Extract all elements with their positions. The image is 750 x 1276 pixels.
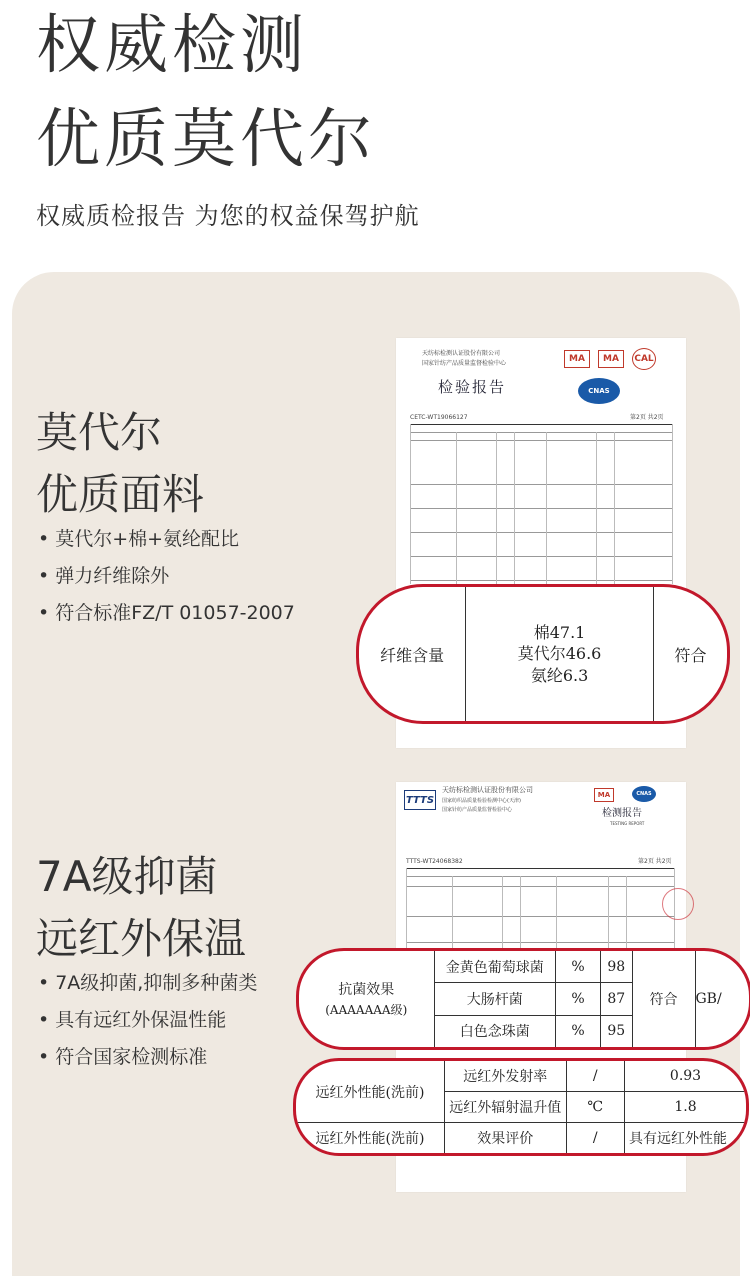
infrared-eval-unit: /	[566, 1123, 625, 1153]
hero-title-line1: 权威检测	[36, 9, 308, 83]
divider	[520, 876, 521, 948]
antibac-row-name: 金黄色葡萄球菌	[434, 951, 556, 983]
report1-page: 第2页 共2页	[630, 414, 664, 421]
report2-title: 检测报告	[602, 808, 642, 819]
divider	[514, 432, 515, 584]
divider	[410, 424, 411, 584]
divider	[546, 432, 547, 584]
infrared-eval-name: 效果评价	[445, 1123, 567, 1153]
divider	[410, 580, 672, 581]
divider	[406, 886, 674, 887]
fiber-content-callout	[356, 584, 730, 724]
cal-logo-icon: CAL	[632, 348, 656, 370]
fiber-label: 纤维含量	[359, 587, 466, 721]
cma-logo-icon: MA	[598, 350, 624, 368]
antibac-label-line2: (AAAAAAA级)	[325, 1002, 408, 1017]
antibac-standard: GB/	[695, 951, 749, 1047]
divider	[410, 432, 672, 433]
cma-logo-icon: MA	[564, 350, 590, 368]
divider	[502, 876, 503, 948]
infrared-eval-value: 具有远红外性能	[625, 1123, 747, 1153]
report1-org: 天纺标检测认证股份有限公司	[422, 350, 501, 357]
divider	[410, 440, 672, 441]
antibac-row-value: 87	[601, 983, 633, 1016]
section2-title-line1: 7A级抑菌	[36, 852, 218, 901]
section2-bullet: • 符合国家检测标准	[38, 1042, 207, 1069]
infrared-row-unit: /	[566, 1061, 625, 1091]
cma-logo-icon: MA	[594, 788, 614, 802]
antibac-row-value: 95	[601, 1015, 633, 1047]
report1-number: CETC-WT19066127	[410, 414, 468, 421]
fiber-cotton: 棉47.1	[533, 622, 586, 642]
divider	[556, 876, 557, 948]
section1-bullet: • 莫代尔+棉+氨纶配比	[38, 524, 239, 551]
antibac-row-value: 98	[601, 951, 633, 983]
divider	[672, 424, 673, 584]
divider	[406, 868, 407, 948]
hero-title-line2: 优质莫代尔	[36, 103, 376, 177]
divider	[614, 432, 615, 584]
seal-stamp-icon	[662, 888, 694, 920]
divider	[406, 916, 674, 917]
antibac-row-unit: %	[556, 1015, 601, 1047]
antibac-label	[299, 951, 434, 1047]
fiber-spandex: 氨纶6.3	[530, 665, 589, 685]
infrared-row-value: 1.8	[625, 1091, 747, 1122]
fiber-result: 符合	[653, 587, 727, 721]
divider	[406, 876, 674, 877]
divider	[410, 424, 672, 425]
hero-subtitle: 权威质检报告 为您的权益保驾护航	[36, 202, 420, 230]
divider	[406, 942, 674, 943]
infrared-row-name: 远红外发射率	[445, 1061, 567, 1091]
fiber-modal: 莫代尔46.6	[517, 644, 602, 664]
section1-bullet: • 符合标准FZ/T 01057-2007	[38, 598, 295, 625]
ttts-logo-icon: TTTS	[404, 790, 436, 810]
infrared-row-unit: ℃	[566, 1091, 625, 1122]
cnas-logo-icon: CNAS	[578, 378, 620, 404]
section1-title-line2: 优质面料	[36, 470, 205, 519]
report2-page: 第2页 共2页	[638, 858, 672, 865]
divider	[452, 876, 453, 948]
divider	[626, 876, 627, 948]
report2-number: TTTS-WT24068382	[406, 858, 463, 865]
divider	[456, 432, 457, 584]
divider	[608, 876, 609, 948]
report2-org-sub2: 国家针纺产品质量监督检验中心	[442, 807, 513, 813]
section2-bullet: • 具有远红外保温性能	[38, 1005, 226, 1032]
infrared-row-value: 0.93	[625, 1061, 747, 1091]
antibac-row-name: 白色念珠菌	[434, 1015, 556, 1047]
infrared-eval-label: 远红外性能(洗前)	[296, 1123, 445, 1153]
antibac-label-line1: 抗菌效果	[338, 981, 395, 998]
section2-bullet: • 7A级抑菌,抑制多种菌类	[38, 968, 257, 995]
fiber-values	[466, 587, 654, 721]
report2-org-sub: 国家纺织品质量检验检测中心(天津)	[442, 798, 521, 804]
section1-title-line1: 莫代尔	[36, 408, 163, 457]
divider	[410, 484, 672, 485]
far-infrared-callout	[293, 1058, 749, 1156]
report1-title: 检验报告	[438, 378, 507, 396]
cnas-logo-icon: CNAS	[632, 786, 656, 802]
section2-title-line2: 远红外保温	[36, 914, 247, 963]
divider	[596, 432, 597, 584]
section1-bullet: • 弹力纤维除外	[38, 561, 169, 588]
infrared-row-name: 远红外辐射温升值	[445, 1091, 567, 1122]
antibac-row-name: 大肠杆菌	[434, 983, 556, 1016]
divider	[496, 432, 497, 584]
antibac-row-unit: %	[556, 951, 601, 983]
report1-org-sub: 国家针纺产品质量监督检验中心	[422, 360, 507, 367]
antibac-result: 符合	[632, 951, 695, 1047]
divider	[410, 508, 672, 509]
divider	[406, 868, 674, 869]
infrared-label: 远红外性能(洗前)	[296, 1061, 445, 1123]
antibac-row-unit: %	[556, 983, 601, 1016]
divider	[410, 556, 672, 557]
report2-title-en: TESTING REPORT	[610, 821, 645, 826]
antibacterial-callout	[296, 948, 750, 1050]
report2-org: 天纺标检测认证股份有限公司	[442, 786, 533, 794]
divider	[410, 532, 672, 533]
